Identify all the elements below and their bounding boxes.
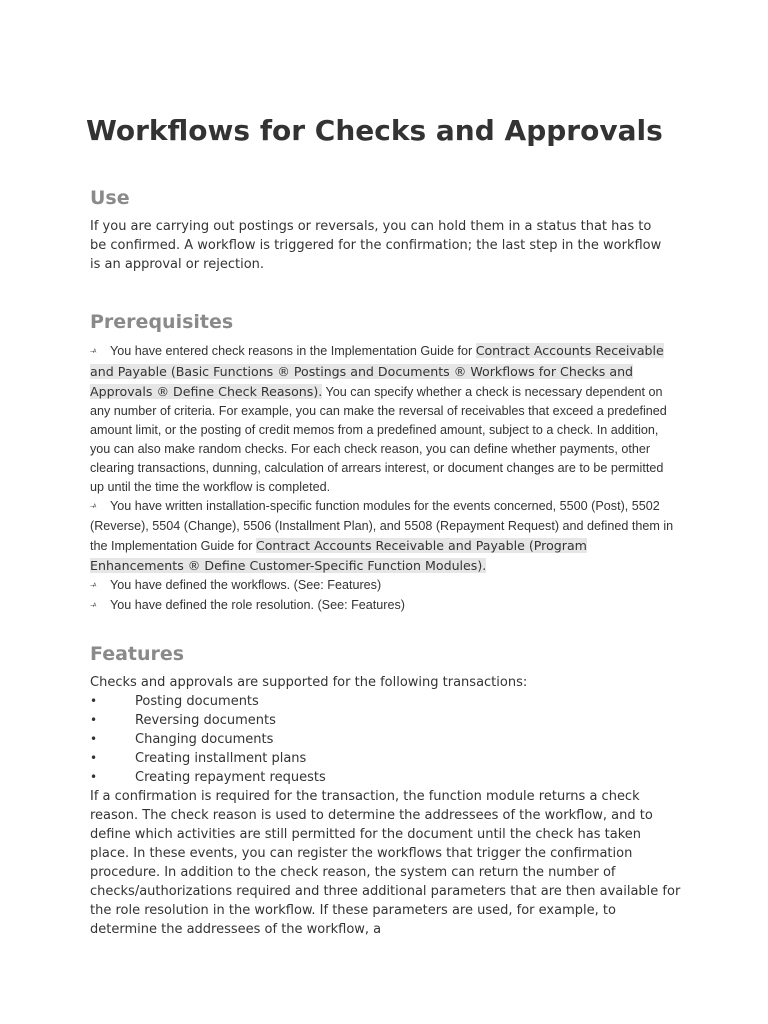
prerequisite-text: You have defined the role resolution. (See: Features) bbox=[110, 598, 405, 612]
list-item bbox=[90, 768, 326, 787]
prerequisite-item bbox=[90, 576, 680, 596]
ig-path-link[interactable]: Contract Accounts Receivable and Payable (Program Enhancements ® Define Customer-Specific Function Modules). bbox=[90, 538, 587, 573]
features-bullet-list bbox=[90, 692, 326, 787]
features-paragraph: If a confirmation is required for the transaction, the function module returns a check reason. The check reason is used to determine the addressees of the workflow, and to define which activities are still permitted for the document until the check has taken place. In these events, you can register the workflows that trigger the confirmation procedure. In addition to the check reason, the system can return the number of checks/authorizations required and three additional parameters that are then available for the role resolution in the workflow. If these parameters are used, for example, to determine the addressees of the workflow, a bbox=[90, 789, 681, 937]
list-item bbox=[90, 730, 326, 749]
prerequisite-text-after: You can specify whether a check is necessary dependent on any number of criteria. For example, you can make the reversal of receivables that exceed a predefined amount limit, or the posting of credit memos from a predefined amount, subject to a check. In addition, you can also make random checks. For each check reason, you can define whether payments, other clearing transactions, dunning, calculation of arrears interest, or document changes are to be permitted up until the time the workflow is completed. bbox=[90, 385, 667, 494]
prerequisite-text: You have entered check reasons in the Implementation Guide for bbox=[110, 344, 476, 358]
bullet-icon: • bbox=[90, 694, 98, 708]
list-item-text: Posting documents bbox=[135, 694, 259, 709]
page-title: Workflows for Checks and Approvals bbox=[86, 114, 663, 147]
bullet-icon: • bbox=[90, 751, 98, 765]
prerequisite-item bbox=[90, 497, 680, 576]
use-heading: Use bbox=[90, 187, 130, 209]
list-marker-icon: ¬ᴬ bbox=[90, 349, 96, 356]
list-marker-icon: ¬ᴬ bbox=[90, 504, 96, 511]
bullet-icon: • bbox=[90, 713, 98, 727]
ig-path-link[interactable]: Contract Accounts Receivable and Payable (Basic Functions ® Postings and Documents ® Workflows for Checks and Approvals ® Define Check Reasons). bbox=[90, 343, 664, 399]
list-item bbox=[90, 749, 326, 768]
prerequisite-item bbox=[90, 341, 680, 497]
prerequisite-item bbox=[90, 596, 680, 616]
features-heading: Features bbox=[90, 643, 185, 665]
list-item bbox=[90, 711, 326, 730]
list-marker-icon: ¬ᴬ bbox=[90, 583, 96, 590]
use-paragraph: If you are carrying out postings or reversals, you can hold them in a status that has to be confirmed. A workflow is triggered for the confirmation; the last step in the workflow is an approval or rejection. bbox=[90, 219, 662, 272]
features-intro: Checks and approvals are supported for the following transactions: bbox=[90, 675, 528, 690]
list-item bbox=[90, 692, 326, 711]
prerequisite-text: You have written installation-specific function modules for the events concerned, 5500 (Post), 5502 (Reverse), 5504 (Change), 5506 (Installment Plan), and 5508 (Repayment Request) and defined them in the Implementation Guide for bbox=[90, 499, 674, 553]
list-item-text: Creating installment plans bbox=[135, 751, 307, 766]
list-item-text: Changing documents bbox=[135, 732, 274, 747]
prerequisites-list bbox=[90, 341, 680, 616]
list-marker-icon: ¬ᴬ bbox=[90, 603, 96, 610]
prerequisites-heading: Prerequisites bbox=[90, 311, 234, 333]
list-item-text: Reversing documents bbox=[135, 713, 276, 728]
bullet-icon: • bbox=[90, 770, 98, 784]
bullet-icon: • bbox=[90, 732, 98, 746]
prerequisite-text: You have defined the workflows. (See: Features) bbox=[110, 578, 382, 592]
list-item-text: Creating repayment requests bbox=[135, 770, 326, 785]
